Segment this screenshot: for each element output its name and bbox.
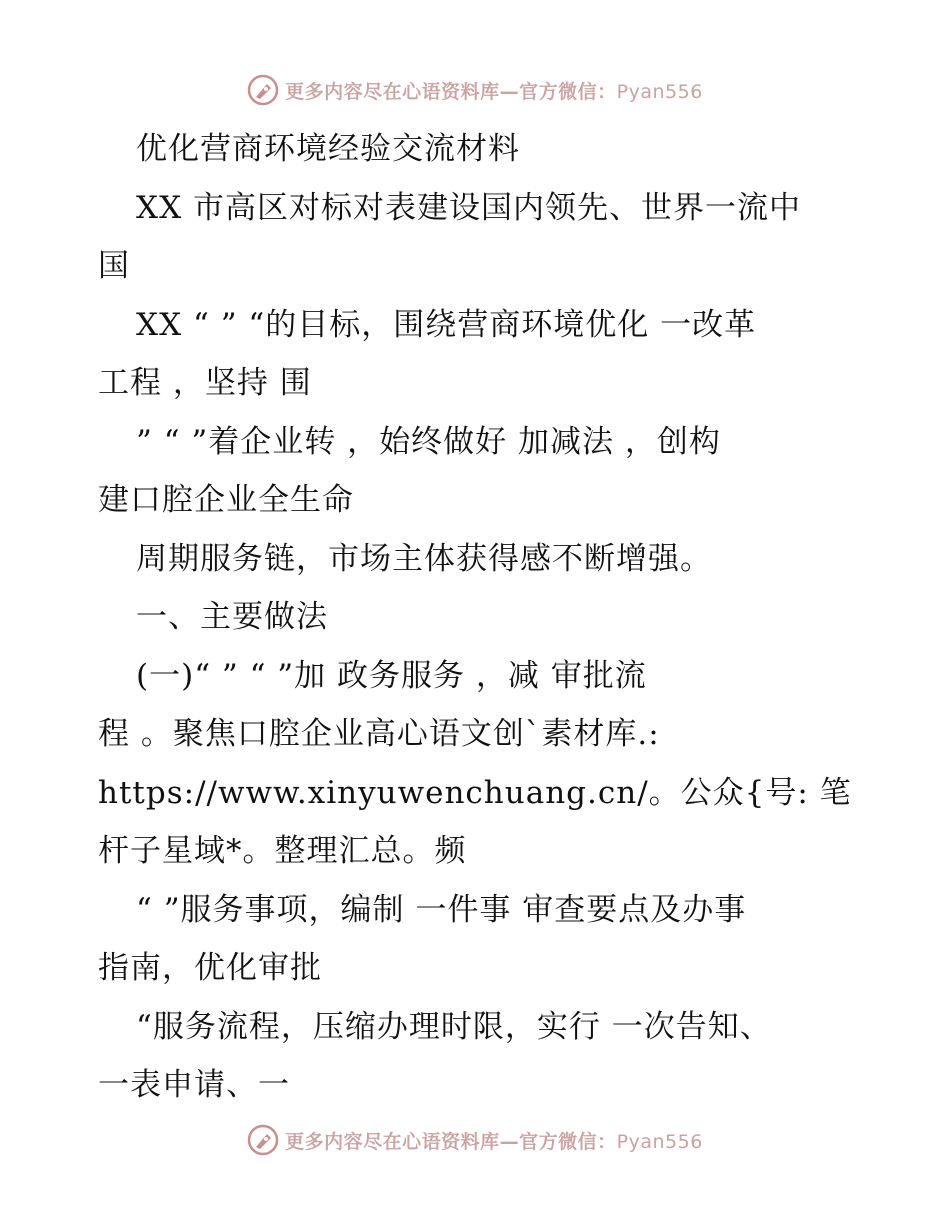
text-line: 周期服务链，市场主体获得感不断增强。 xyxy=(136,540,712,577)
footer-watermark xyxy=(0,1120,950,1160)
text-line: 国 xyxy=(98,248,130,284)
watermark-text: 更多内容尽在心语资料库—官方微信：Pyan556 xyxy=(285,80,703,103)
text-line: 一、主要做法 xyxy=(136,599,328,635)
text-line: ” “ ”着企业转 ，始终做好 加减法 ，创构 xyxy=(136,423,721,460)
text-line: 指南，优化审批 xyxy=(98,950,322,986)
text-line: https://www.xinyuwenchuang.cn/。公众{号: 笔 xyxy=(98,774,852,811)
document-body xyxy=(98,120,858,1115)
text-line: XX “ ” “的目标，围绕营商环境优化 一改革 xyxy=(136,306,757,343)
text-line: 程 。聚焦口腔企业高心语文创`素材库.: xyxy=(98,716,660,752)
text-line: “服务流程，压缩办理时限，实行 一次告知、 xyxy=(136,1008,772,1045)
text-line: 建口腔企业全生命 xyxy=(98,482,354,518)
pen-nib-circle-icon xyxy=(247,74,279,106)
text-line: 一表申请、一 xyxy=(98,1067,290,1103)
text-line: 杆子星域*。整理汇总。频 xyxy=(98,833,467,869)
text-line: “ ”服务事项，编制 一件事 审查要点及办事 xyxy=(136,891,747,928)
text-line: 工程 ，坚持 围 xyxy=(98,365,312,401)
text-line: XX 市高区对标对表建设国内领先、世界一流中 xyxy=(136,189,801,226)
header-watermark xyxy=(0,70,950,110)
pen-nib-circle-icon xyxy=(247,1124,279,1156)
watermark-text: 更多内容尽在心语资料库—官方微信：Pyan556 xyxy=(285,1130,703,1153)
text-line: 优化营商环境经验交流材料 xyxy=(136,131,520,167)
text-line: (一)“ ” “ ”加 政务服务 ，减 审批流 xyxy=(136,657,647,694)
